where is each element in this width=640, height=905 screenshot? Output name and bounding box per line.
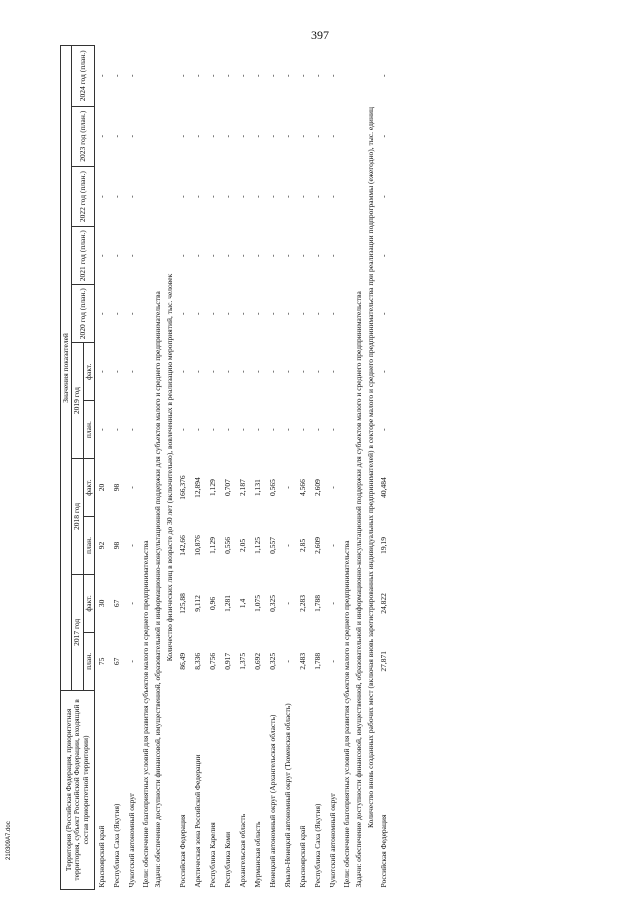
value-cell: - (193, 312, 203, 315)
value-cell: 24,822 (379, 593, 389, 614)
value-cell: - (298, 428, 308, 431)
value-cell: - (328, 428, 338, 431)
value-cell: - (127, 135, 137, 138)
value-cell: 9,112 (193, 595, 203, 612)
value-cell: - (178, 135, 188, 138)
value-cell: - (238, 312, 248, 315)
value-cell: - (127, 74, 137, 78)
value-cell: 20 (97, 483, 107, 492)
value-cell: 142,66 (178, 535, 188, 556)
value-cell: 2,187 (238, 479, 248, 496)
value-cell: - (268, 195, 278, 198)
table-row (251, 46, 266, 890)
value-cell: 0,325 (268, 652, 278, 670)
file-name-footer: 210309A7.doc (6, 821, 12, 860)
value-cell: - (313, 195, 323, 198)
header-2018-fact: факт. (83, 459, 94, 517)
value-cell: 1,075 (253, 594, 263, 612)
page-number: 397 (311, 28, 329, 42)
value-cell: 1,281 (223, 594, 233, 612)
header-2018-plan: план. (83, 516, 94, 574)
value-cell: - (328, 74, 338, 78)
goal-task-text: Задачи: обеспечение доступности финансовой, имущественной, образовательной и информационно-консультационной поддержки для субъектов малого и среднего предпринимательства (353, 291, 363, 888)
value-cell: - (379, 312, 389, 315)
value-cell: 10,876 (193, 535, 203, 556)
territory-cell: Республика Карелия (208, 822, 218, 888)
territory-cell: Российская Федерация (379, 814, 389, 888)
table-body (94, 46, 392, 890)
value-cell: - (283, 428, 293, 431)
value-cell: 0,565 (268, 479, 278, 496)
value-cell: - (208, 254, 218, 258)
value-cell: - (313, 428, 323, 431)
value-cell: - (268, 74, 278, 78)
value-cell: - (112, 254, 122, 258)
value-cell: - (253, 254, 263, 258)
value-cell: 0,557 (268, 537, 278, 554)
value-cell: 86,49 (178, 652, 188, 670)
table-row (125, 46, 140, 890)
value-cell: - (298, 254, 308, 258)
value-cell: 166,376 (178, 475, 188, 500)
territory-cell: Красноярский край (298, 825, 308, 888)
value-cell: 40,484 (379, 477, 389, 498)
value-cell: 67 (112, 599, 122, 608)
value-cell: 4,566 (298, 479, 308, 496)
value-cell: - (268, 428, 278, 431)
value-cell: - (127, 486, 137, 489)
value-cell: - (379, 74, 389, 78)
indicator-title-row (365, 46, 377, 890)
territory-cell: Арктическая зона Российской Федерации (193, 754, 203, 888)
value-cell: 2,609 (313, 479, 323, 496)
value-cell: - (193, 254, 203, 258)
value-cell: 2,85 (298, 538, 308, 553)
value-cell: - (379, 428, 389, 431)
territory-cell: Республика Саха (Якутия) (112, 803, 122, 888)
value-cell: 27,871 (379, 651, 389, 672)
value-cell: 92 (97, 541, 107, 550)
value-cell: - (379, 195, 389, 198)
value-cell: - (112, 370, 122, 373)
indicator-title: Количество физических лиц в возрасте до 30 лет (включительно), вовлеченных в реализацию мероприятий, тыс. человек (164, 273, 174, 662)
value-cell: 98 (112, 483, 122, 492)
goal-task-row (353, 46, 365, 890)
value-cell: - (193, 135, 203, 138)
header-2017-plan: план. (83, 632, 94, 690)
value-cell: - (127, 544, 137, 547)
value-cell: 1,129 (208, 479, 218, 496)
value-cell: - (283, 544, 293, 547)
header-2023: 2023 год (план.) (72, 106, 95, 166)
value-cell: - (253, 74, 263, 78)
value-cell: - (112, 195, 122, 198)
value-cell: - (253, 135, 263, 138)
value-cell: - (328, 254, 338, 258)
value-cell: - (283, 486, 293, 489)
value-cell: - (298, 74, 308, 78)
value-cell: - (253, 195, 263, 198)
header-2020: 2020 год (план.) (72, 285, 95, 343)
table-row (236, 46, 251, 890)
value-cell: 0,707 (223, 479, 233, 496)
table-row (326, 46, 341, 890)
value-cell: - (208, 135, 218, 138)
value-cell: 0,556 (223, 537, 233, 554)
value-cell: 125,88 (178, 593, 188, 614)
value-cell: - (223, 428, 233, 431)
territory-cell: Мурманская область (253, 821, 263, 888)
header-values: Значения показателей (61, 46, 72, 691)
value-cell: - (208, 195, 218, 198)
value-cell: - (328, 135, 338, 138)
value-cell: - (208, 370, 218, 373)
value-cell: - (313, 74, 323, 78)
value-cell: 1,129 (208, 537, 218, 554)
value-cell: - (238, 135, 248, 138)
value-cell: - (313, 135, 323, 138)
goal-task-text: Цели: обеспечение благоприятных условий для развития субъектов малого и среднего предпринимательства (341, 540, 351, 888)
value-cell: - (268, 312, 278, 315)
value-cell: - (283, 135, 293, 138)
territory-cell: Ямало-Ненецкий автономный округ (Тюменская область) (283, 703, 293, 888)
table-row (221, 46, 236, 890)
value-cell: - (238, 254, 248, 258)
value-cell: - (298, 312, 308, 315)
value-cell: 30 (97, 599, 107, 608)
value-cell: 2,609 (313, 537, 323, 554)
indicator-title: Количество вновь созданных рабочих мест (включая вновь зарегистрированных индивидуальных предпринимателей) в секторе малого и среднего предпринимательства при реализации подпрограммы (ежегодно), тыс. единиц (365, 107, 375, 828)
territory-cell: Республика Саха (Якутия) (313, 803, 323, 888)
value-cell: 2,05 (238, 538, 248, 553)
rotated-table-container (60, 45, 600, 890)
indicators-table (60, 45, 392, 890)
value-cell: - (127, 660, 137, 663)
value-cell: 67 (112, 657, 122, 666)
header-2021: 2021 год (план.) (72, 227, 95, 285)
value-cell: 0,325 (268, 594, 278, 612)
table-row (296, 46, 311, 890)
value-cell: - (208, 428, 218, 431)
value-cell: - (97, 312, 107, 315)
value-cell: 98 (112, 541, 122, 550)
value-cell: - (112, 312, 122, 315)
value-cell: - (223, 74, 233, 78)
value-cell: - (178, 254, 188, 258)
value-cell: - (193, 195, 203, 198)
value-cell: - (379, 370, 389, 373)
territory-cell: Республика Коми (223, 831, 233, 888)
value-cell: - (223, 135, 233, 138)
value-cell: 1,788 (313, 652, 323, 670)
value-cell: - (127, 370, 137, 373)
territory-cell: Красноярский край (97, 825, 107, 888)
goal-task-row (152, 46, 164, 890)
value-cell: - (223, 254, 233, 258)
indicator-title-row (164, 46, 176, 890)
value-cell: - (112, 74, 122, 78)
value-cell: - (97, 195, 107, 198)
value-cell: - (313, 254, 323, 258)
header-2019-plan: план. (83, 401, 94, 459)
table-row (94, 46, 110, 890)
goal-task-row (140, 46, 152, 890)
value-cell: - (298, 370, 308, 373)
value-cell: - (193, 74, 203, 78)
value-cell: 1,375 (238, 652, 248, 670)
table-row (377, 46, 392, 890)
table-row (311, 46, 326, 890)
value-cell: - (112, 428, 122, 431)
table-header (61, 46, 95, 890)
value-cell: - (328, 195, 338, 198)
territory-cell: Российская Федерация (178, 814, 188, 888)
header-2024: 2024 год (план.) (72, 46, 95, 107)
territory-cell: Архангельская область (238, 813, 248, 888)
value-cell: - (313, 312, 323, 315)
goal-task-row (341, 46, 353, 890)
value-cell: 1,125 (253, 537, 263, 554)
value-cell: - (268, 135, 278, 138)
value-cell: - (97, 370, 107, 373)
value-cell: - (127, 428, 137, 431)
territory-cell: Чукотский автономный округ (328, 792, 338, 888)
header-territory: Территория (Российская Федерация, приоритетная территория, субъект Российской Федерации, входящий в состав приоритетной территории) (61, 690, 95, 889)
goal-task-text: Цели: обеспечение благоприятных условий для развития субъектов малого и среднего предпринимательства (140, 540, 150, 888)
header-2018: 2018 год (72, 459, 83, 575)
value-cell: - (313, 370, 323, 373)
value-cell: 1,4 (238, 598, 248, 609)
value-cell: - (298, 195, 308, 198)
value-cell: 1,788 (313, 594, 323, 612)
value-cell: - (268, 254, 278, 258)
value-cell: - (328, 312, 338, 315)
value-cell: 0,917 (223, 652, 233, 670)
table-row (176, 46, 191, 890)
header-2017: 2017 год (72, 574, 83, 690)
value-cell: - (97, 135, 107, 138)
value-cell: - (178, 74, 188, 78)
goal-task-text: Задачи: обеспечение доступности финансовой, имущественной, образовательной и информационно-консультационной поддержки для субъектов малого и среднего предпринимательства (152, 291, 162, 888)
header-2017-fact: факт. (83, 574, 94, 632)
table-row (206, 46, 221, 890)
value-cell: - (127, 195, 137, 198)
table-row (281, 46, 296, 890)
value-cell: - (223, 370, 233, 373)
value-cell: - (253, 428, 263, 431)
value-cell: - (193, 370, 203, 373)
value-cell: - (127, 602, 137, 605)
value-cell: - (208, 74, 218, 78)
header-2022: 2022 год (план.) (72, 166, 95, 226)
value-cell: - (379, 135, 389, 138)
value-cell: - (112, 135, 122, 138)
value-cell: - (328, 602, 338, 605)
value-cell: - (97, 254, 107, 258)
value-cell: - (328, 544, 338, 547)
value-cell: - (379, 254, 389, 258)
value-cell: - (178, 370, 188, 373)
value-cell: - (268, 370, 278, 373)
value-cell: - (238, 370, 248, 373)
value-cell: 2,283 (298, 594, 308, 612)
value-cell: - (283, 74, 293, 78)
header-2019: 2019 год (72, 343, 83, 459)
value-cell: 8,336 (193, 652, 203, 670)
value-cell: - (253, 370, 263, 373)
value-cell: 0,756 (208, 652, 218, 670)
value-cell: - (283, 370, 293, 373)
value-cell: - (283, 254, 293, 258)
value-cell: - (208, 312, 218, 315)
value-cell: - (328, 486, 338, 489)
value-cell: - (283, 660, 293, 663)
value-cell: - (253, 312, 263, 315)
territory-cell: Чукотский автономный округ (127, 792, 137, 888)
value-cell: - (97, 428, 107, 431)
value-cell: - (97, 74, 107, 78)
value-cell: - (328, 370, 338, 373)
value-cell: - (283, 312, 293, 315)
value-cell: - (223, 195, 233, 198)
value-cell: 1,131 (253, 479, 263, 496)
value-cell: 19,19 (379, 537, 389, 554)
value-cell: - (178, 428, 188, 431)
value-cell: - (298, 135, 308, 138)
value-cell: - (328, 660, 338, 663)
value-cell: - (238, 195, 248, 198)
value-cell: - (127, 312, 137, 315)
value-cell: - (178, 195, 188, 198)
value-cell: - (238, 428, 248, 431)
value-cell: 2,483 (298, 652, 308, 670)
value-cell: - (178, 312, 188, 315)
value-cell: - (223, 312, 233, 315)
value-cell: 0,692 (253, 652, 263, 670)
header-2019-fact: факт. (83, 343, 94, 401)
table-row (191, 46, 206, 890)
value-cell: - (127, 254, 137, 258)
table-row (110, 46, 125, 890)
value-cell: 12,894 (193, 477, 203, 498)
value-cell: - (193, 428, 203, 431)
value-cell: 75 (97, 657, 107, 666)
table-row (266, 46, 281, 890)
value-cell: - (238, 74, 248, 78)
value-cell: - (283, 195, 293, 198)
value-cell: - (283, 602, 293, 605)
value-cell: 0,96 (208, 596, 218, 610)
territory-cell: Ненецкий автономный округ (Архангельская область) (268, 714, 278, 888)
